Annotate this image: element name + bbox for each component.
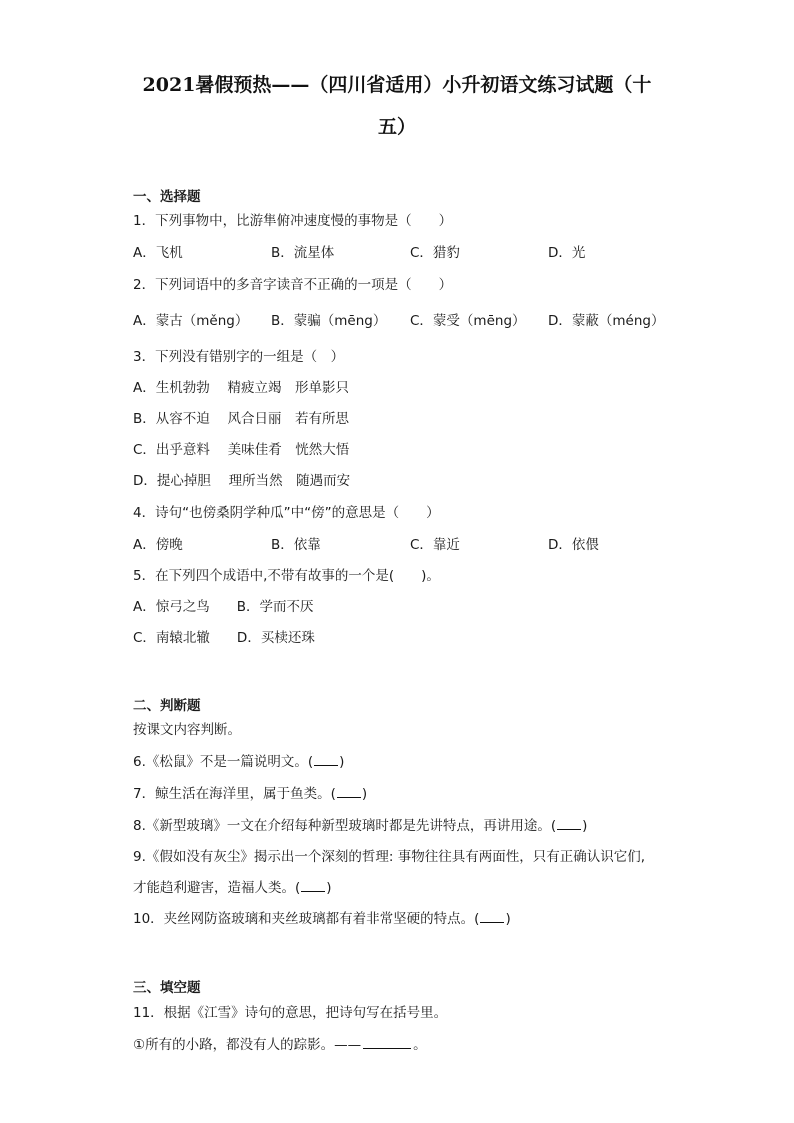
question-8	[133, 817, 587, 835]
question-2-stem: 2．下列词语中的多音字读音不正确的一项是（ ）	[133, 277, 453, 293]
question-1-option-d: D．光	[548, 245, 586, 261]
question-2-option-b: B．蒙骗（mēng）	[271, 313, 387, 329]
question-5-stem: 5．在下列四个成语中,不带有故事的一个是( )。	[133, 568, 440, 584]
answer-blank[interactable]	[363, 1036, 411, 1049]
question-11-item-1	[133, 1036, 427, 1054]
answer-blank[interactable]	[301, 879, 325, 892]
question-4-option-a: A．傍晚	[133, 537, 183, 553]
question-6	[133, 753, 344, 771]
question-10-text: 10．夹丝网防盗玻璃和夹丝玻璃都有着非常坚硬的特点。(	[133, 911, 480, 927]
question-7-text: 7．鲸生活在海洋里，属于鱼类。(	[133, 786, 336, 802]
question-9-line2	[133, 879, 332, 897]
answer-blank[interactable]	[480, 910, 504, 923]
question-7	[133, 785, 367, 803]
page-title-line2: 五）	[377, 116, 416, 138]
question-9-text: 才能趋利避害，造福人类。(	[133, 880, 301, 896]
question-1-stem: 1．下列事物中，比游隼俯冲速度慢的事物是（ ）	[133, 213, 453, 229]
answer-blank[interactable]	[314, 753, 338, 766]
question-8-text: 8.《新型玻璃》一文在介绍每种新型玻璃时都是先讲特点，再讲用途。(	[133, 818, 557, 834]
question-3-stem: 3．下列没有错别字的一组是（ ）	[133, 349, 345, 365]
answer-blank[interactable]	[557, 817, 581, 830]
question-11-item-1-text: ①所有的小路，都没有人的踪影。——	[133, 1037, 362, 1053]
question-10	[133, 910, 511, 928]
question-11-stem: 11．根据《江雪》诗句的意思，把诗句写在括号里。	[133, 1005, 448, 1021]
question-2-option-d: D．蒙蔽（méng）	[548, 313, 665, 329]
question-1-option-b: B．流星体	[271, 245, 335, 261]
judge-instruction: 按课文内容判断。	[133, 722, 241, 738]
question-2-option-a: A．蒙古（měng）	[133, 313, 249, 329]
question-3-option-c: C．出乎意料 美味佳肴 恍然大悟	[133, 442, 350, 458]
question-1-option-c: C．猎豹	[410, 245, 460, 261]
question-9-line1: 9.《假如没有灰尘》揭示出一个深刻的哲理: 事物往往具有两面性，只有正确认识它们,	[133, 849, 646, 865]
question-4-option-d: D．依偎	[548, 537, 599, 553]
close-paren: )	[582, 818, 588, 834]
question-1-option-a: A．飞机	[133, 245, 183, 261]
question-4-stem: 4．诗句“也傍桑阴学种瓜”中“傍”的意思是（ ）	[133, 505, 440, 521]
page-title-line1: 2021暑假预热——（四川省适用）小升初语文练习试题（十	[142, 74, 652, 96]
question-4-option-b: B．依靠	[271, 537, 321, 553]
answer-blank[interactable]	[337, 785, 361, 798]
close-paren: )	[361, 786, 368, 802]
question-3-option-b: B．从容不迫 风合日丽 若有所思	[133, 411, 350, 427]
question-5-options-row1: A．惊弓之鸟 B．学而不厌	[133, 599, 314, 615]
close-paren: )	[505, 911, 511, 927]
section-heading-fill: 三、填空题	[133, 980, 201, 996]
section-heading-judge: 二、判断题	[133, 698, 201, 714]
question-3-option-a: A．生机勃勃 精疲立竭 形单影只	[133, 380, 350, 396]
question-2-option-c: C．蒙受（mēng）	[410, 313, 526, 329]
question-6-text: 6.《松鼠》不是一篇说明文。(	[133, 754, 314, 770]
period: 。	[413, 1037, 427, 1053]
question-5-options-row2: C．南辕北辙 D．买椟还珠	[133, 630, 315, 646]
question-3-option-d: D．提心掉胆 理所当然 随遇而安	[133, 473, 351, 489]
close-paren: )	[326, 880, 332, 896]
section-heading-choice: 一、选择题	[133, 189, 201, 205]
question-4-option-c: C．靠近	[410, 537, 460, 553]
close-paren: )	[339, 754, 345, 770]
